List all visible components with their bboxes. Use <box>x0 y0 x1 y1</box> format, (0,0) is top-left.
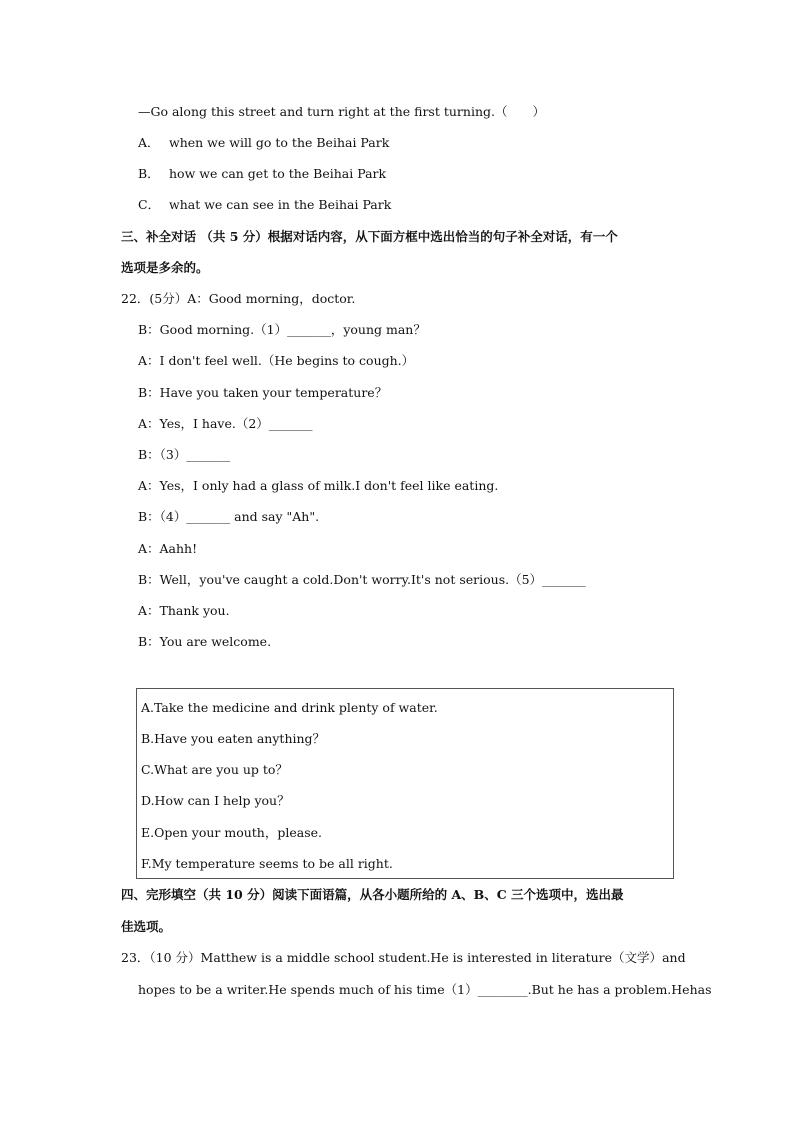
choice-item: D.How can I help you？ <box>141 793 290 808</box>
dialogue-line: B：Good morning.（1）_______，young man？ <box>138 322 426 337</box>
option-letter: A． <box>138 135 160 150</box>
dialogue-line: B：Well，you've caught a cold.Don't worry.It's not serious.（5）_______ <box>138 572 586 587</box>
dialogue-line: A：Yes，I only had a glass of milk.I don't feel like eating. <box>138 478 499 493</box>
choices-box <box>136 688 674 879</box>
q23-text: has <box>689 982 712 997</box>
dialogue-line: A：Yes，I have.（2）_______ <box>138 416 313 431</box>
option-text: when we will go to the Beihai Park <box>169 135 390 150</box>
option-letter: B． <box>138 166 160 181</box>
choice-item: A.Take the medicine and drink plenty of water. <box>141 700 438 715</box>
q23-line1 <box>121 950 686 966</box>
dialogue-line: B：（3）_______ <box>138 447 231 462</box>
section4-heading-cont: 佳选项。 <box>121 919 172 934</box>
q23-text: 23．（10 分）Matthew is a middle school student.He is interested in literature <box>121 950 613 965</box>
option-a <box>138 135 389 151</box>
section4-heading: 四、完形填空（共 10 分）阅读下面语篇，从各小题所给的 A、B、C 三个选项中，选出最 <box>121 887 624 902</box>
section3-heading-cont: 选项是多余的。 <box>121 260 209 275</box>
choice-item: C.What are you up to？ <box>141 762 288 777</box>
dialogue-line: A：Thank you. <box>138 603 230 618</box>
q23-text: hopes to be a writer.He spends much of his time（1）________.But he has a problem.He <box>138 982 690 997</box>
section3-heading: 三、补全对话 （共 5 分）根据对话内容，从下面方框中选出恰当的句子补全对话，有一个 <box>121 229 618 244</box>
q23-text: and <box>662 950 686 965</box>
previous-question-answer: —Go along this street and turn right at the first turning.（ ） <box>138 104 545 119</box>
q22-first-line: 22．(5分）A：Good morning，doctor. <box>121 291 356 306</box>
q23-gloss: （文学） <box>612 950 663 965</box>
dialogue-line: B：You are welcome. <box>138 634 272 649</box>
choice-item: E.Open your mouth，please. <box>141 825 322 840</box>
choice-item: B.Have you eaten anything？ <box>141 731 326 746</box>
option-letter: C． <box>138 197 161 212</box>
dialogue-line: A：I don't feel well.（He begins to cough.） <box>138 353 415 368</box>
option-text: how we can get to the Beihai Park <box>169 166 387 181</box>
dialogue-line: A：Aahh! <box>138 541 198 556</box>
choice-item: F.My temperature seems to be all right. <box>141 856 393 871</box>
dialogue-line: B：Have you taken your temperature？ <box>138 385 388 400</box>
option-text: what we can see in the Beihai Park <box>169 197 392 212</box>
dialogue-line: B：（4）_______ and say "Ah". <box>138 509 320 524</box>
option-c <box>138 197 391 213</box>
option-b <box>138 166 386 182</box>
q23-line2 <box>138 982 712 998</box>
